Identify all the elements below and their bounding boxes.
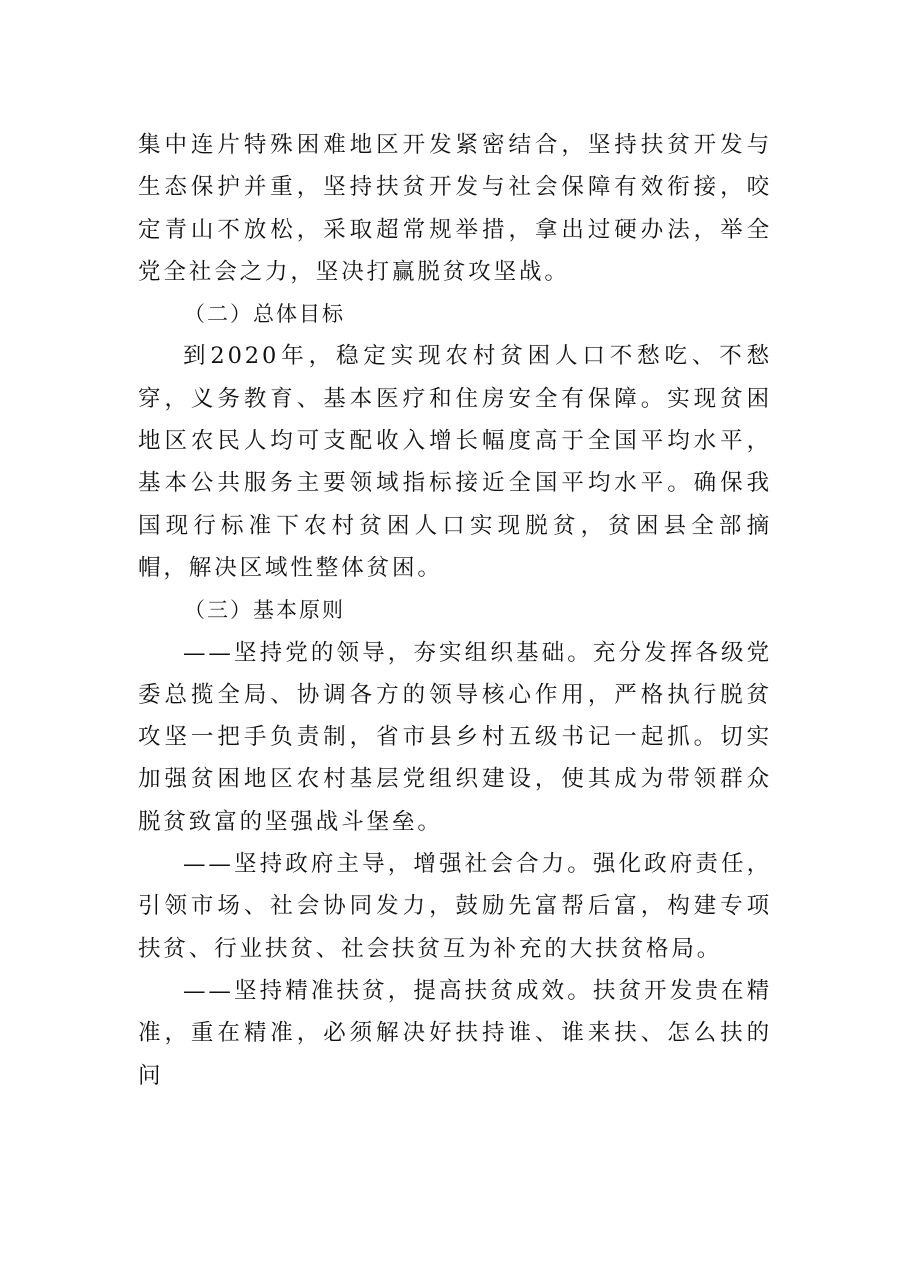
body-paragraph: ——坚持政府主导，增强社会合力。强化政府责任，引领市场、社会协同发力，鼓励先富帮后富，构建专项扶贫、行业扶贫、社会扶贫互为补充的大扶贫格局。 <box>138 851 772 962</box>
section-heading-overall-goal: （二）总体目标 <box>184 302 345 327</box>
body-paragraph: ——坚持精准扶贫，提高扶贫成效。扶贫开发贵在精准，重在精准，必须解决好扶持谁、谁来扶、怎么扶的问 <box>138 977 772 1089</box>
body-paragraph: 到2020年，稳定实现农村贫困人口不愁吃、不愁穿，义务教育、基本医疗和住房安全有保障。实现贫困地区农民人均可支配收入增长幅度高于全国平均水平，基本公共服务主要领域指标接近全国平均水平。确保我国现行标准下农村贫困人口实现脱贫，贫困县全部摘帽，解决区域性整体贫困。 <box>138 343 772 581</box>
document-body <box>138 124 772 1097</box>
body-paragraph: 集中连片特殊困难地区开发紧密结合，坚持扶贫开发与生态保护并重，坚持扶贫开发与社会保障有效衔接，咬定青山不放松，采取超常规举措，拿出过硬办法，举全党全社会之力，坚决打赢脱贫攻坚战。 <box>138 132 772 285</box>
body-paragraph: ——坚持党的领导，夯实组织基础。充分发挥各级党委总揽全局、协调各方的领导核心作用，严格执行脱贫攻坚一把手负责制，省市县乡村五级书记一起抓。切实加强贫困地区农村基层党组织建设，使其成为带领群众脱贫致富的坚强战斗堡垒。 <box>138 639 772 835</box>
section-heading-basic-principles: （三）基本原则 <box>184 598 345 623</box>
